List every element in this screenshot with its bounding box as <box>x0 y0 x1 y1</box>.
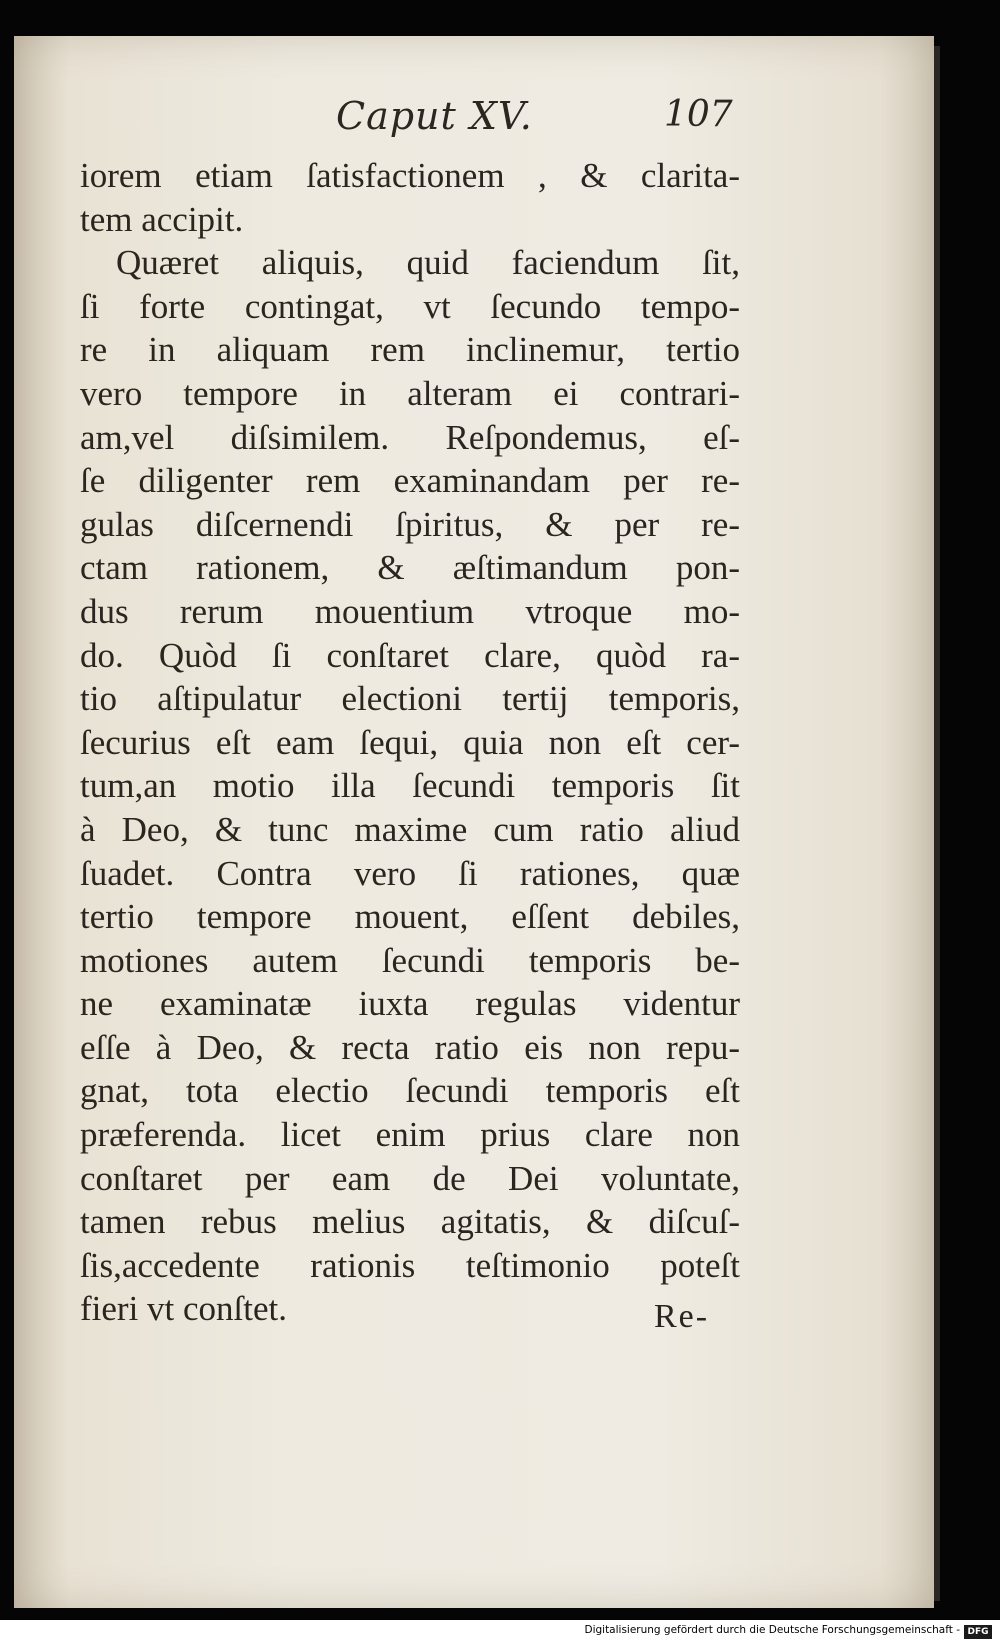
text-line: Quæret aliquis, quid faciendum ſit, <box>116 243 740 283</box>
funding-credit: Digitalisierung gefördert durch die Deutsche Forschungsgemeinschaft - <box>584 1624 960 1636</box>
text-line: ſi forte contingat, vt ſecundo tempo- <box>80 286 740 326</box>
text-line: dus rerum mouentium vtroque mo- <box>80 591 740 631</box>
text-line: iorem etiam ſatisfactionem , & clarita- <box>80 156 740 195</box>
text-line: ſuadet. Contra vero ſi rationes, quæ <box>80 853 740 893</box>
catchword: Re- <box>654 1298 710 1335</box>
text-line: conſtaret per eam de Dei voluntate, <box>80 1158 740 1198</box>
text-line: gulas diſcernendi ſpiritus, & per re- <box>80 504 740 544</box>
text-line: à Deo, & tunc maxime cum ratio aliud <box>80 809 740 849</box>
page-header <box>14 94 934 154</box>
text-line: fieri vt conſtet. <box>80 1289 288 1329</box>
text-line: ſe diligenter rem examinandam per re- <box>80 461 740 501</box>
running-title: Caput XV. <box>336 94 533 138</box>
text-line: re in aliquam rem inclinemur, tertio <box>80 330 740 370</box>
page-number: 107 <box>664 94 733 135</box>
text-line: motiones autem ſecundi temporis be- <box>80 940 740 980</box>
text-line: am,vel diſsimilem. Reſpondemus, eſ- <box>80 417 740 457</box>
text-line: tamen rebus melius agitatis, & diſcuſ- <box>80 1202 740 1242</box>
text-line: eſſe à Deo, & recta ratio eis non repu- <box>80 1027 740 1067</box>
text-line: tum,an motio illa ſecundi temporis ſit <box>80 766 740 806</box>
book-page <box>14 36 934 1608</box>
footer-bar <box>0 1620 1000 1645</box>
text-line: vero tempore in alteram ei contrari- <box>80 373 740 413</box>
dfg-logo: DFG <box>964 1625 992 1639</box>
body-text <box>80 154 740 1331</box>
page-edge <box>934 46 940 1601</box>
text-line: ſis,accedente rationis teſtimonio poteſt <box>80 1245 740 1285</box>
text-line: tertio tempore mouent, eſſent debiles, <box>80 897 740 937</box>
text-line: do. Quòd ſi conſtaret clare, quòd ra- <box>80 635 740 675</box>
text-line: ctam rationem, & æſtimandum pon- <box>80 548 740 588</box>
text-line: gnat, tota electio ſecundi temporis eſt <box>80 1071 740 1111</box>
text-line: præferenda. licet enim prius clare non <box>80 1115 740 1155</box>
text-line: tio aſtipulatur electioni tertij temporis, <box>80 679 740 719</box>
text-line: ne examinatæ iuxta regulas videntur <box>80 984 740 1024</box>
text-line: ſecurius eſt eam ſequi, quia non eſt cer- <box>80 722 740 762</box>
text-line: tem accipit. <box>80 199 244 239</box>
